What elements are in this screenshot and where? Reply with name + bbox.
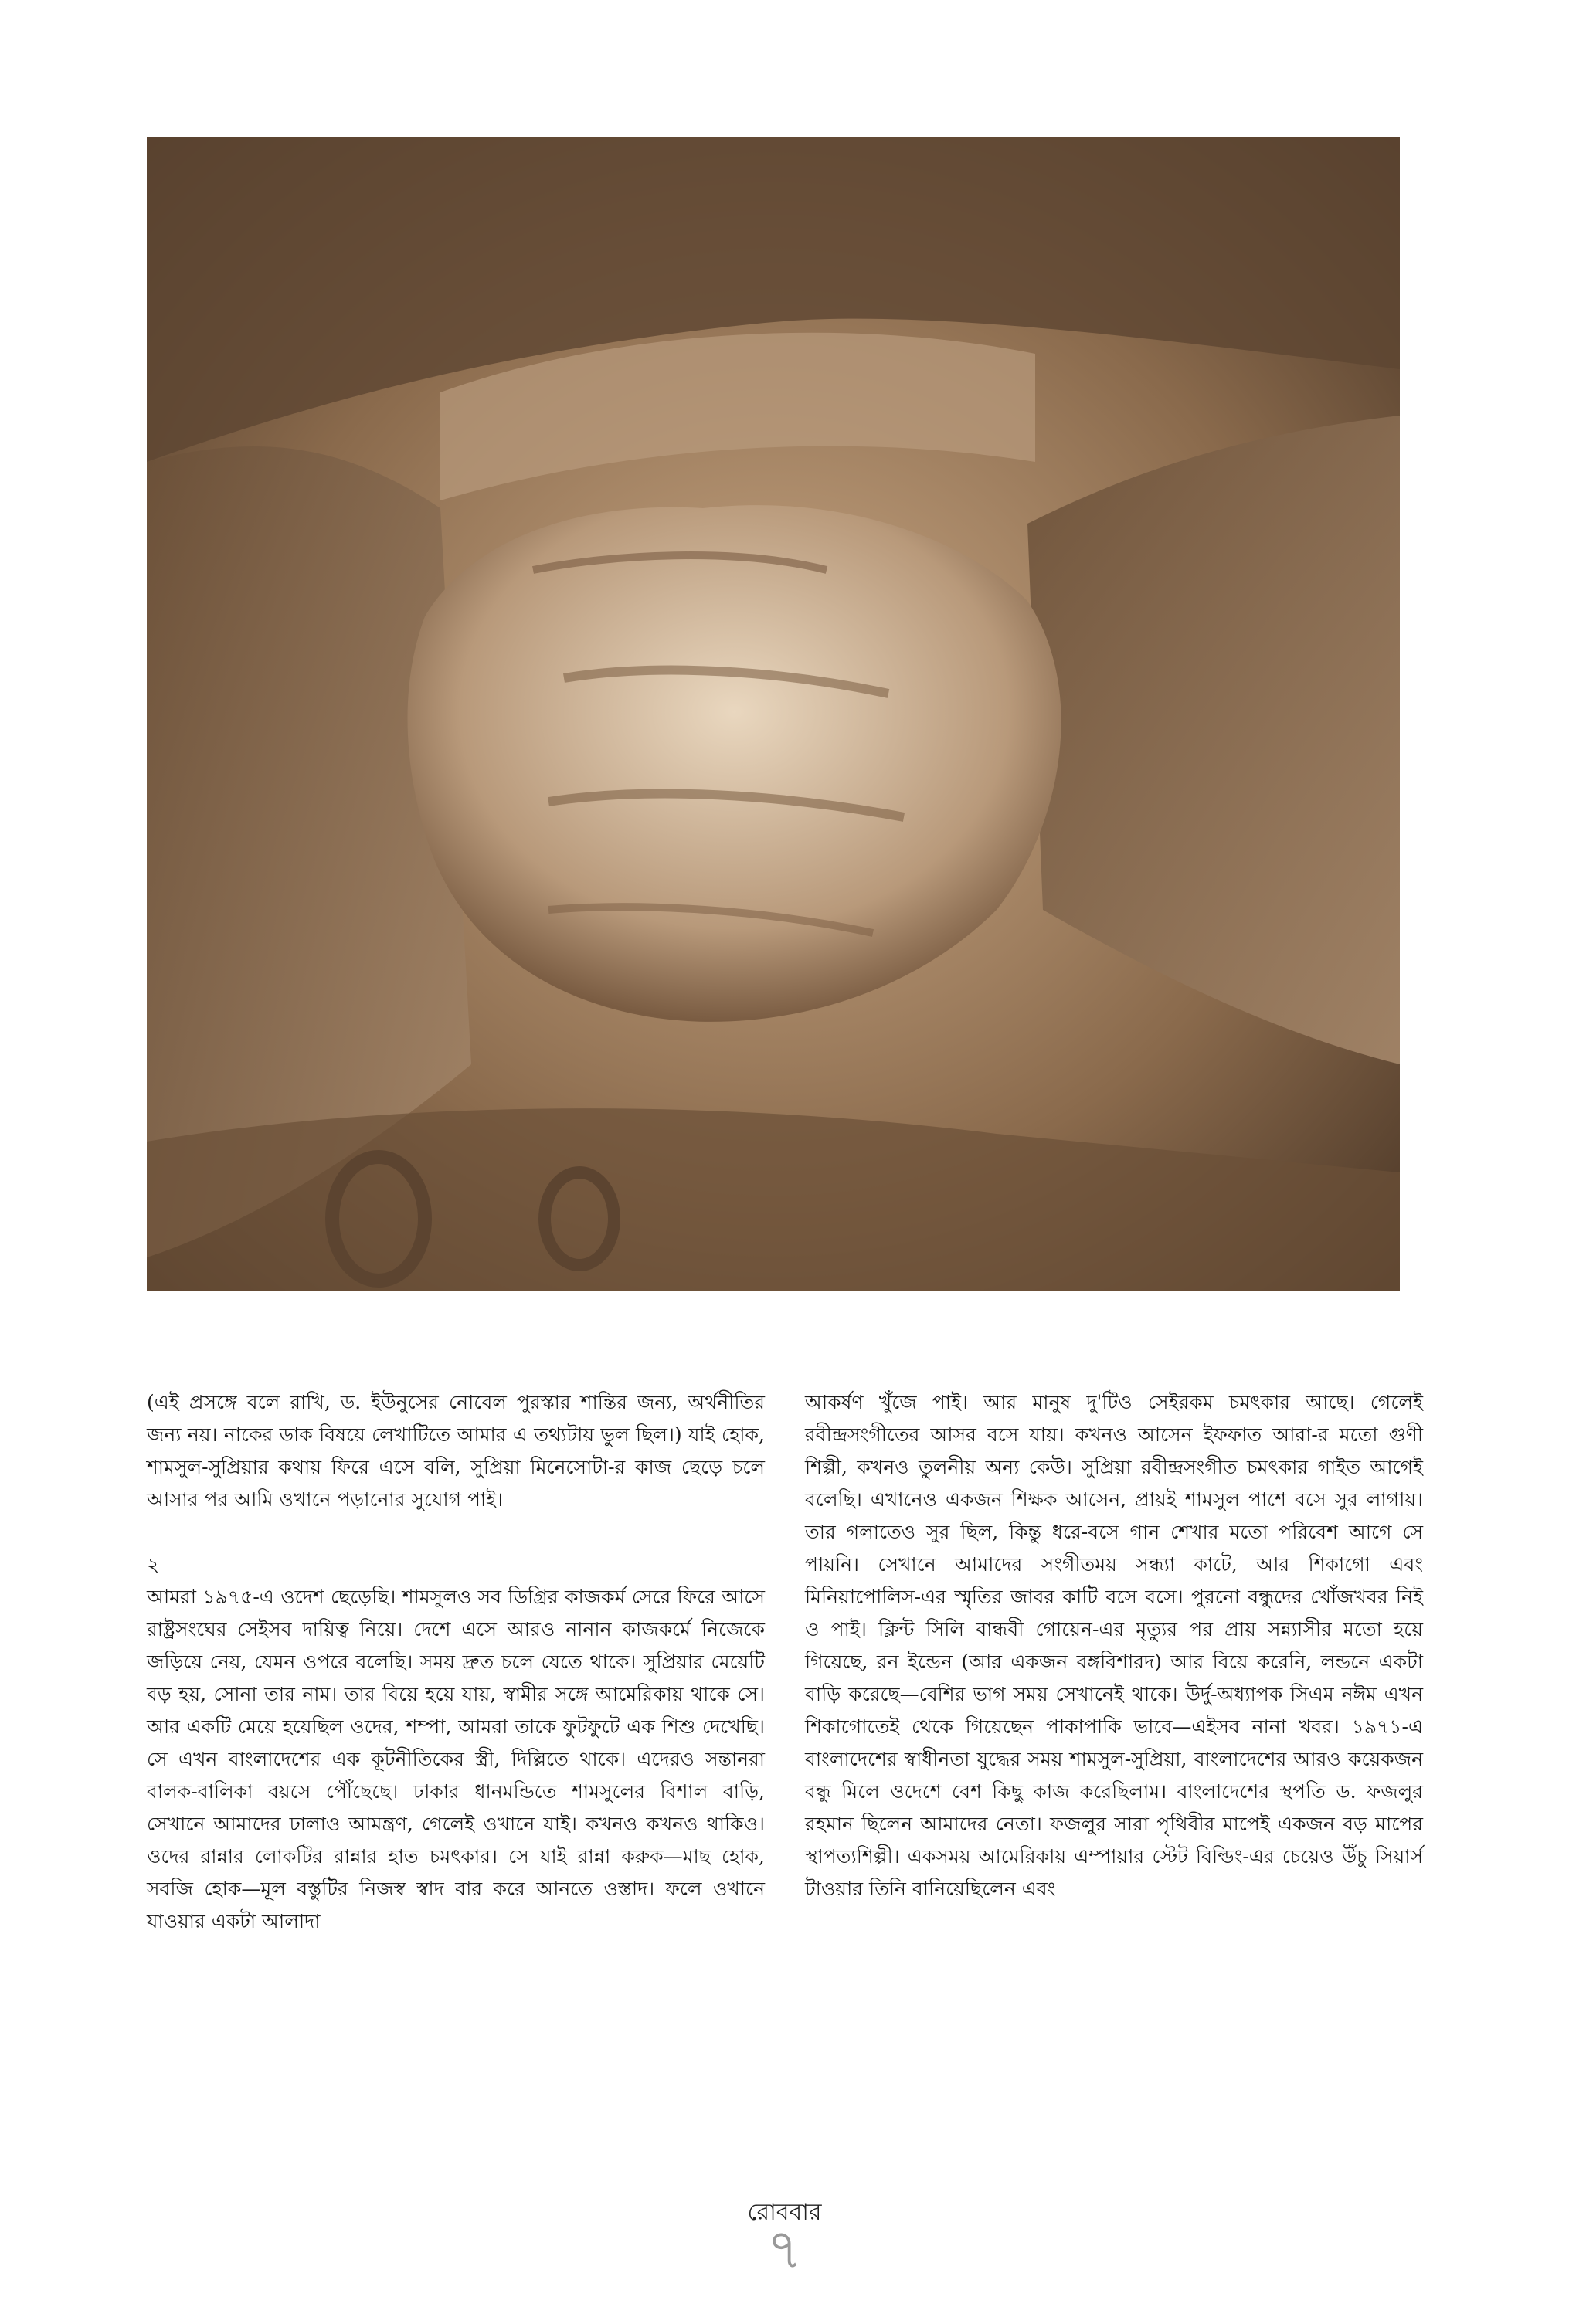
section-number: ২	[147, 1553, 160, 1576]
paragraph: (এই প্রসঙ্গে বলে রাখি, ড. ইউনুসের নোবেল পুরস্কার শান্তির জন্য, অর্থনীতির জন্য নয়। নাকের ডাক বিষয়ে লেখাটিতে আমার এ তথ্যটায় ভুল ছিল।) যাই হোক, শামসুল-সুপ্রিয়ার কথায় ফিরে এসে বলি, সুপ্রিয়া মিনেসোটা-র কাজ ছেড়ে চলে আসার পর আমি ওখানে পড়ানোর সুযোগ পাই।	[147, 1391, 765, 1511]
left-text-column	[147, 1386, 765, 1938]
page-number: ৭	[766, 2217, 803, 2282]
right-text-column	[805, 1386, 1423, 1905]
paragraph: আমরা ১৯৭৫-এ ওদেশ ছেড়েছি। শামসুলও সব ডিগ্রির কাজকর্ম সেরে ফিরে আসে রাষ্ট্রসংঘের সেইসব দায়িত্ব নিয়ে। দেশে এসে আরও নানান কাজকর্মে নিজেকে জড়িয়ে নেয়, যেমন ওপরে বলেছি। সময় দ্রুত চলে যেতে থাকে। সুপ্রিয়ার মেয়েটি বড় হয়, সোনা তার নাম। তার বিয়ে হয়ে যায়, স্বামীর সঙ্গে আমেরিকায় থাকে সে। আর একটি মেয়ে হয়েছিল ওদের, শম্পা, আমরা তাকে ফুটফুটে এক শিশু দেখেছি। সে এখন বাংলাদেশের এক কূটনীতিকের স্ত্রী, দিল্লিতে থাকে। এদেরও সন্তানরা বালক-বালিকা বয়সে পৌঁছেছে। ঢাকার ধানমন্ডিতে শামসুলের বিশাল বাড়ি, সেখানে আমাদের ঢালাও আমন্ত্রণ, গেলেই ওখানে যাই। কখনও কখনও থাকিও। ওদের রান্নার লোকটির রান্নার হাত চমৎকার। সে যাই রান্না করুক—মাছ হোক, সবজি হোক—মূল বস্তুটির নিজস্ব স্বাদ বার করে আনতে ওস্তাদ। ফলে ওখানে যাওয়ার একটা আলাদা	[147, 1586, 765, 1932]
photo-illustration	[147, 137, 1400, 1291]
magazine-name: রোববার	[747, 2199, 822, 2226]
paragraph: আকর্ষণ খুঁজে পাই। আর মানুষ দু'টিও সেইরকম চমৎকার আছে। গেলেই রবীন্দ্রসংগীতের আসর বসে যায়। কখনও আসেন ইফফাত আরা-র মতো গুণী শিল্পী, কখনও তুলনীয় অন্য কেউ। সুপ্রিয়া রবীন্দ্রসংগীত চমৎকার গাইত আগেই বলেছি। এখানেও একজন শিক্ষক আসেন, প্রায়ই শামসুল পাশে বসে সুর লাগায়। তার গলাতেও সুর ছিল, কিন্তু ধরে-বসে গান শেখার মতো পরিবেশ আগে সে পায়নি। সেখানে আমাদের সংগীতময় সন্ধ্যা কাটে, আর শিকাগো এবং মিনিয়াপোলিস-এর স্মৃতির জাবর কাটি বসে বসে। পুরনো বন্ধুদের খোঁজখবর নিই ও পাই। ক্লিন্ট সিলি বান্ধবী গোয়েন-এর মৃত্যুর পর প্রায় সন্ন্যাসীর মতো হয়ে গিয়েছে, রন ইন্ডেন (আর একজন বঙ্গবিশারদ) আর বিয়ে করেনি, লন্ডনে একটা বাড়ি করেছে—বেশির ভাগ সময় সেখানেই থাকে। উর্দু-অধ্যাপক সিএম নঈম এখন শিকাগোতেই থেকে গিয়েছেন পাকাপাকি ভাবে—এইসব নানা খবর। ১৯৭১-এ বাংলাদেশের স্বাধীনতা যুদ্ধের সময় শামসুল-সুপ্রিয়া, বাংলাদেশের আরও কয়েকজন বন্ধু মিলে ওদেশে বেশ কিছু কাজ করেছিলাম। বাংলাদেশের স্থপতি ড. ফজলুর রহমান ছিলেন আমাদের নেতা। ফজলুর সারা পৃথিবীর মাপেই একজন বড় মাপের স্থাপত্যশিল্পী। একসময় আমেরিকায় এম্পায়ার স্টেট বিল্ডিং-এর চেয়েও উঁচু সিয়ার্স টাওয়ার তিনি বানিয়েছিলেন এবং	[805, 1391, 1423, 1900]
clasped-hands-photo	[147, 137, 1400, 1291]
